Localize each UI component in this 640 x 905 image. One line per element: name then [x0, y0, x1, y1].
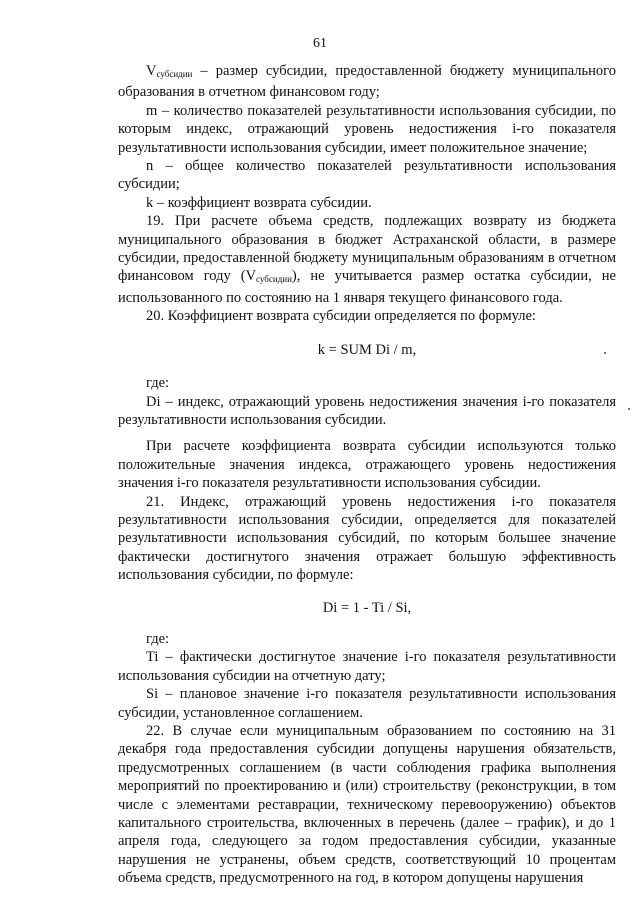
- paragraph-v-subsidy: [118, 62, 616, 102]
- paragraph-ti-definition: Ti – фактически достигнутое значение i-го показателя результативности использования субсидии на отчетную дату;: [118, 649, 616, 684]
- scan-speck: [604, 352, 606, 354]
- formula-k: k = SUM Di / m,: [317, 341, 417, 358]
- formula-di: Di = 1 - Ti / Si,: [322, 599, 412, 616]
- paragraph-19-after: ), не учитывается размер остатка субсидии, не использованного по состоянию на 1 января текущего финансового года.: [118, 268, 616, 306]
- paragraph-v-text: – размер субсидии, предоставленной бюджету муниципального образования в отчетном финансовом году;: [118, 63, 616, 101]
- paragraph-19-subscript: субсидии: [256, 274, 292, 285]
- paragraph-positive-values: При расчете коэффициента возврата субсидии используются только положительные значения индекса, отражающего уровень недостижения значения i-го показателя результативности использования субсидии.: [118, 438, 616, 492]
- paragraph-20: 20. Коэффициент возврата субсидии определяется по формуле:: [146, 308, 536, 325]
- paragraph-19: [118, 212, 616, 307]
- where-label-2: где:: [146, 630, 170, 647]
- paragraph-22: 22. В случае если муниципальным образованием по состоянию на 31 декабря года предоставления субсидии допущены нарушения обязательств, предусмотренных соглашением (в части соблюдения графика выполнения мероприятий по проектированию и (или) строительству (реконструкции, в том числе с элементами реставрации, техническому перевооружению) объектов капитального строительства, включенных в перечень (далее – график), и до 1 апреля года, следующего за годом предоставления субсидии, указанные нарушения не устранены, объем средств, соответствующий 10 процентам объема средств, предусмотренного на год, в котором допущены нарушения: [118, 723, 616, 887]
- page-number: 61: [313, 36, 327, 51]
- scan-speck: [628, 408, 630, 410]
- where-label-1: где:: [146, 375, 170, 392]
- paragraph-m-definition: m – количество показателей результативности использования субсидии, по которым индекс, отражающий уровень недостижения i-го показателя результативности использования субсидии, имеет положительное значение;: [118, 102, 616, 156]
- paragraph-19-before: 19. При расчете объема средств, подлежащих возврату из бюджета муниципального образования в бюджет Астраханской области, в размере субсидии, предоставленной бюджету муниципальным образованиям в отчетном финансовом году (V: [118, 213, 616, 285]
- paragraph-di-definition: Di – индекс, отражающий уровень недостижения значения i-го показателя результативности использования субсидии.: [118, 393, 616, 428]
- paragraph-k-definition: k – коэффициент возврата субсидии.: [146, 194, 372, 211]
- variable-v-subscript: субсидии: [156, 69, 193, 79]
- paragraph-21: 21. Индекс, отражающий уровень недостижения i-го показателя результативности использования субсидии, определяется для показателей результативности использования субсидий, по которым большее значение фактически достигнутого значения отражает большую эффективность использования субсидии, по формуле:: [118, 493, 616, 584]
- paragraph-si-definition: Si – плановое значение i-го показателя результативности использования субсидии, установленное соглашением.: [118, 686, 616, 721]
- document-body: [118, 62, 616, 888]
- variable-v: V: [146, 63, 157, 79]
- paragraph-n-definition: n – общее количество показателей результативности использования субсидии;: [118, 158, 616, 193]
